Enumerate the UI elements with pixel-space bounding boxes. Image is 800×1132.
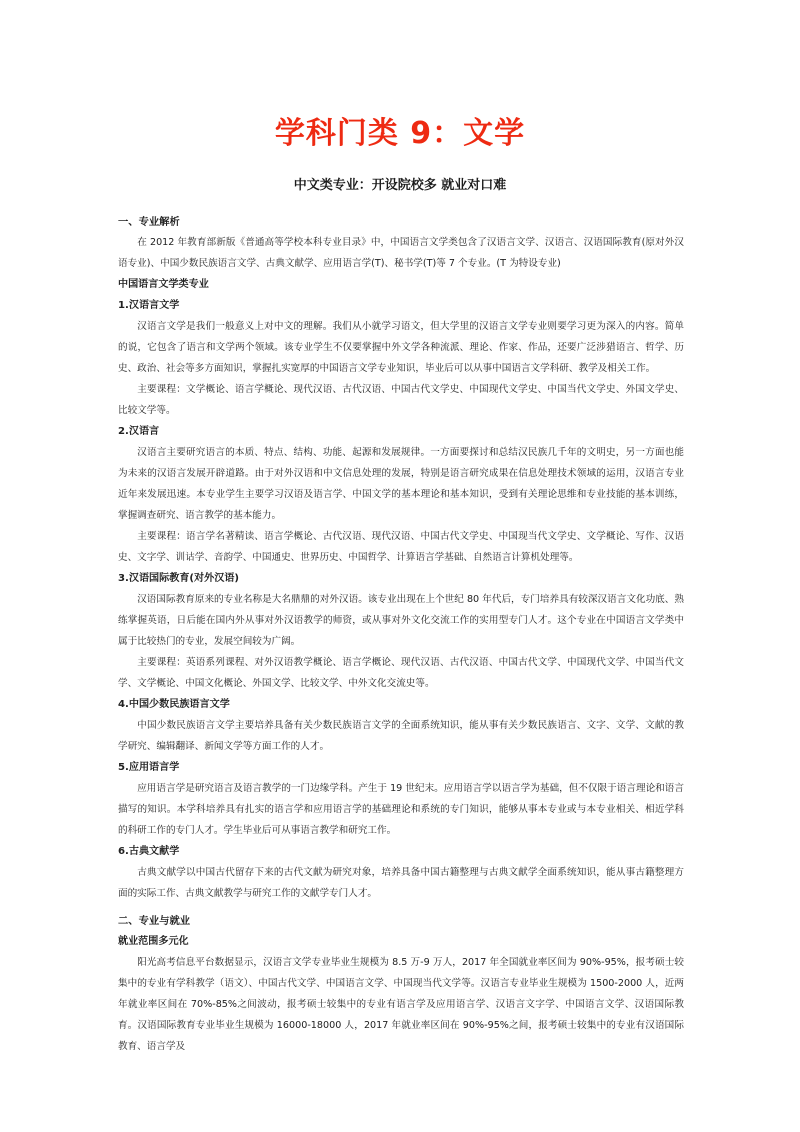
- major-heading-4: 4.中国少数民族语言文学: [118, 699, 230, 710]
- major-desc-6: 古典文献学以中国古代留存下来的古代文献为研究对象，培养具备中国古籍整理与古典文献学全面系统知识，能从事古籍整理方面的实际工作、古典文献教学与研究工作的文献学专门人才。: [118, 867, 684, 899]
- major-heading-1: 1.汉语言文学: [118, 300, 180, 311]
- major-heading-5: 5.应用语言学: [118, 762, 180, 773]
- section-heading-analysis: 一、专业解析: [118, 216, 180, 228]
- major-heading-2: 2.汉语言: [118, 426, 160, 437]
- section-heading-employment: 二、专业与就业: [118, 915, 191, 927]
- page-subtitle: 中文类专业：开设院校多 就业对口难: [293, 178, 507, 193]
- major-desc-4: 中国少数民族语言文学主要培养具备有关少数民族语言文学的全面系统知识，能从事有关少数民族语言、文字、文学、文献的教学研究、编辑翻译、新闻文学等方面工作的人才。: [118, 720, 684, 752]
- major-desc-3: 汉语国际教育原来的专业名称是大名鼎鼎的对外汉语。该专业出现在上个世纪 80 年代后，专门培养具有较深汉语言文化功底、熟练掌握英语，日后能在国内外从事对外汉语教学的师资，或从事对外文化交流工作的实用型专门人才。这个专业在中国语言文学类中属于比较热门的专业，发展空间较为广阔。: [118, 594, 684, 647]
- major-courses-2: 主要课程：语言学名著精读、语言学概论、古代汉语、现代汉语、中国古代文学史、中国现当代文学史、文学概论、写作、汉语史、文字学、训诂学、音韵学、中国通史、世界历史、中国哲学、计算语言学基础、自然语言计算机处理等。: [118, 531, 684, 563]
- major-desc-1: 汉语言文学是我们一般意义上对中文的理解。我们从小就学习语文，但大学里的汉语言文学专业则要学习更为深入的内容。简单的说，它包含了语言和文学两个领域。该专业学生不仅要掌握中外文学各种流派、理论、作家、作品，还要广泛涉猎语言、哲学、历史、政治、社会等多方面知识，掌握扎实宽厚的中国语言文学专业知识，毕业后可以从事中国语言文学科研、教学及相关工作。: [118, 321, 684, 374]
- major-courses-1: 主要课程：文学概论、语言学概论、现代汉语、古代汉语、中国古代文学史、中国现代文学史、中国当代文学史、外国文学史、比较文学等。: [118, 384, 684, 416]
- category-heading: 中国语言文学类专业: [118, 279, 209, 290]
- major-desc-2: 汉语言主要研究语言的本质、特点、结构、功能、起源和发展规律。一方面要探讨和总结汉民族几千年的文明史，另一方面也能为未来的汉语言发展开辟道路。由于对外汉语和中文信息处理的发展，特别是语言研究成果在信息处理技术领域的运用，汉语言专业近年来发展迅速。本专业学生主要学习汉语及语言学、中国文学的基本理论和基本知识，受到有关理论思维和专业技能的基本训练，掌握调查研究、语言教学的基本能力。: [118, 447, 684, 521]
- employment-subheading: 就业范围多元化: [118, 936, 189, 947]
- major-heading-3: 3.汉语国际教育(对外汉语): [118, 573, 240, 584]
- major-heading-6: 6.古典文献学: [118, 846, 180, 857]
- page-title: 学科门类 9：文学: [274, 116, 526, 151]
- section-gap: [118, 904, 684, 910]
- intro-paragraph: 在 2012 年教育部新版《普通高等学校本科专业目录》中，中国语言文学类包含了汉语言文学、汉语言、汉语国际教育(原对外汉语专业)、中国少数民族语言文学、古典文献学、应用语言学(T)、秘书学(T)等 7 个专业。(T 为特设专业): [118, 237, 684, 269]
- document-body: [118, 211, 684, 1057]
- major-desc-5: 应用语言学是研究语言及语言教学的一门边缘学科。产生于 19 世纪末。应用语言学以语言学为基础，但不仅限于语言理论和语言描写的知识。本学科培养具有扎实的语言学和应用语言学的基础理论和系统的专门知识，能够从事本专业或与本专业相关、相近学科的科研工作的专门人才。学生毕业后可从事语言教学和研究工作。: [118, 783, 684, 836]
- major-courses-3: 主要课程：英语系列课程、对外汉语教学概论、语言学概论、现代汉语、古代汉语、中国古代文学、中国现代文学、中国当代文学、文学概论、中国文化概论、外国文学、比较文学、中外文化交流史等。: [118, 657, 684, 689]
- employment-paragraph: 阳光高考信息平台数据显示，汉语言文学专业毕业生规模为 8.5 万-9 万人，2017 年全国就业率区间为 90%-95%，报考硕士较集中的专业有学科教学（语文）、中国古代文学、中国语言文学、中国现当代文学等。汉语言专业毕业生规模为 1500-2000 人，近两年就业率区间在 70%-85%之间波动，报考硕士较集中的专业有语言学及应用语言学、汉语言文字学、中国语言文学、汉语国际教育。汉语国际教育专业毕业生规模为 16000-18000 人，2017 年就业率区间在 90%-95%之间，报考硕士较集中的专业有汉语国际教育、语言学及: [118, 957, 684, 1052]
